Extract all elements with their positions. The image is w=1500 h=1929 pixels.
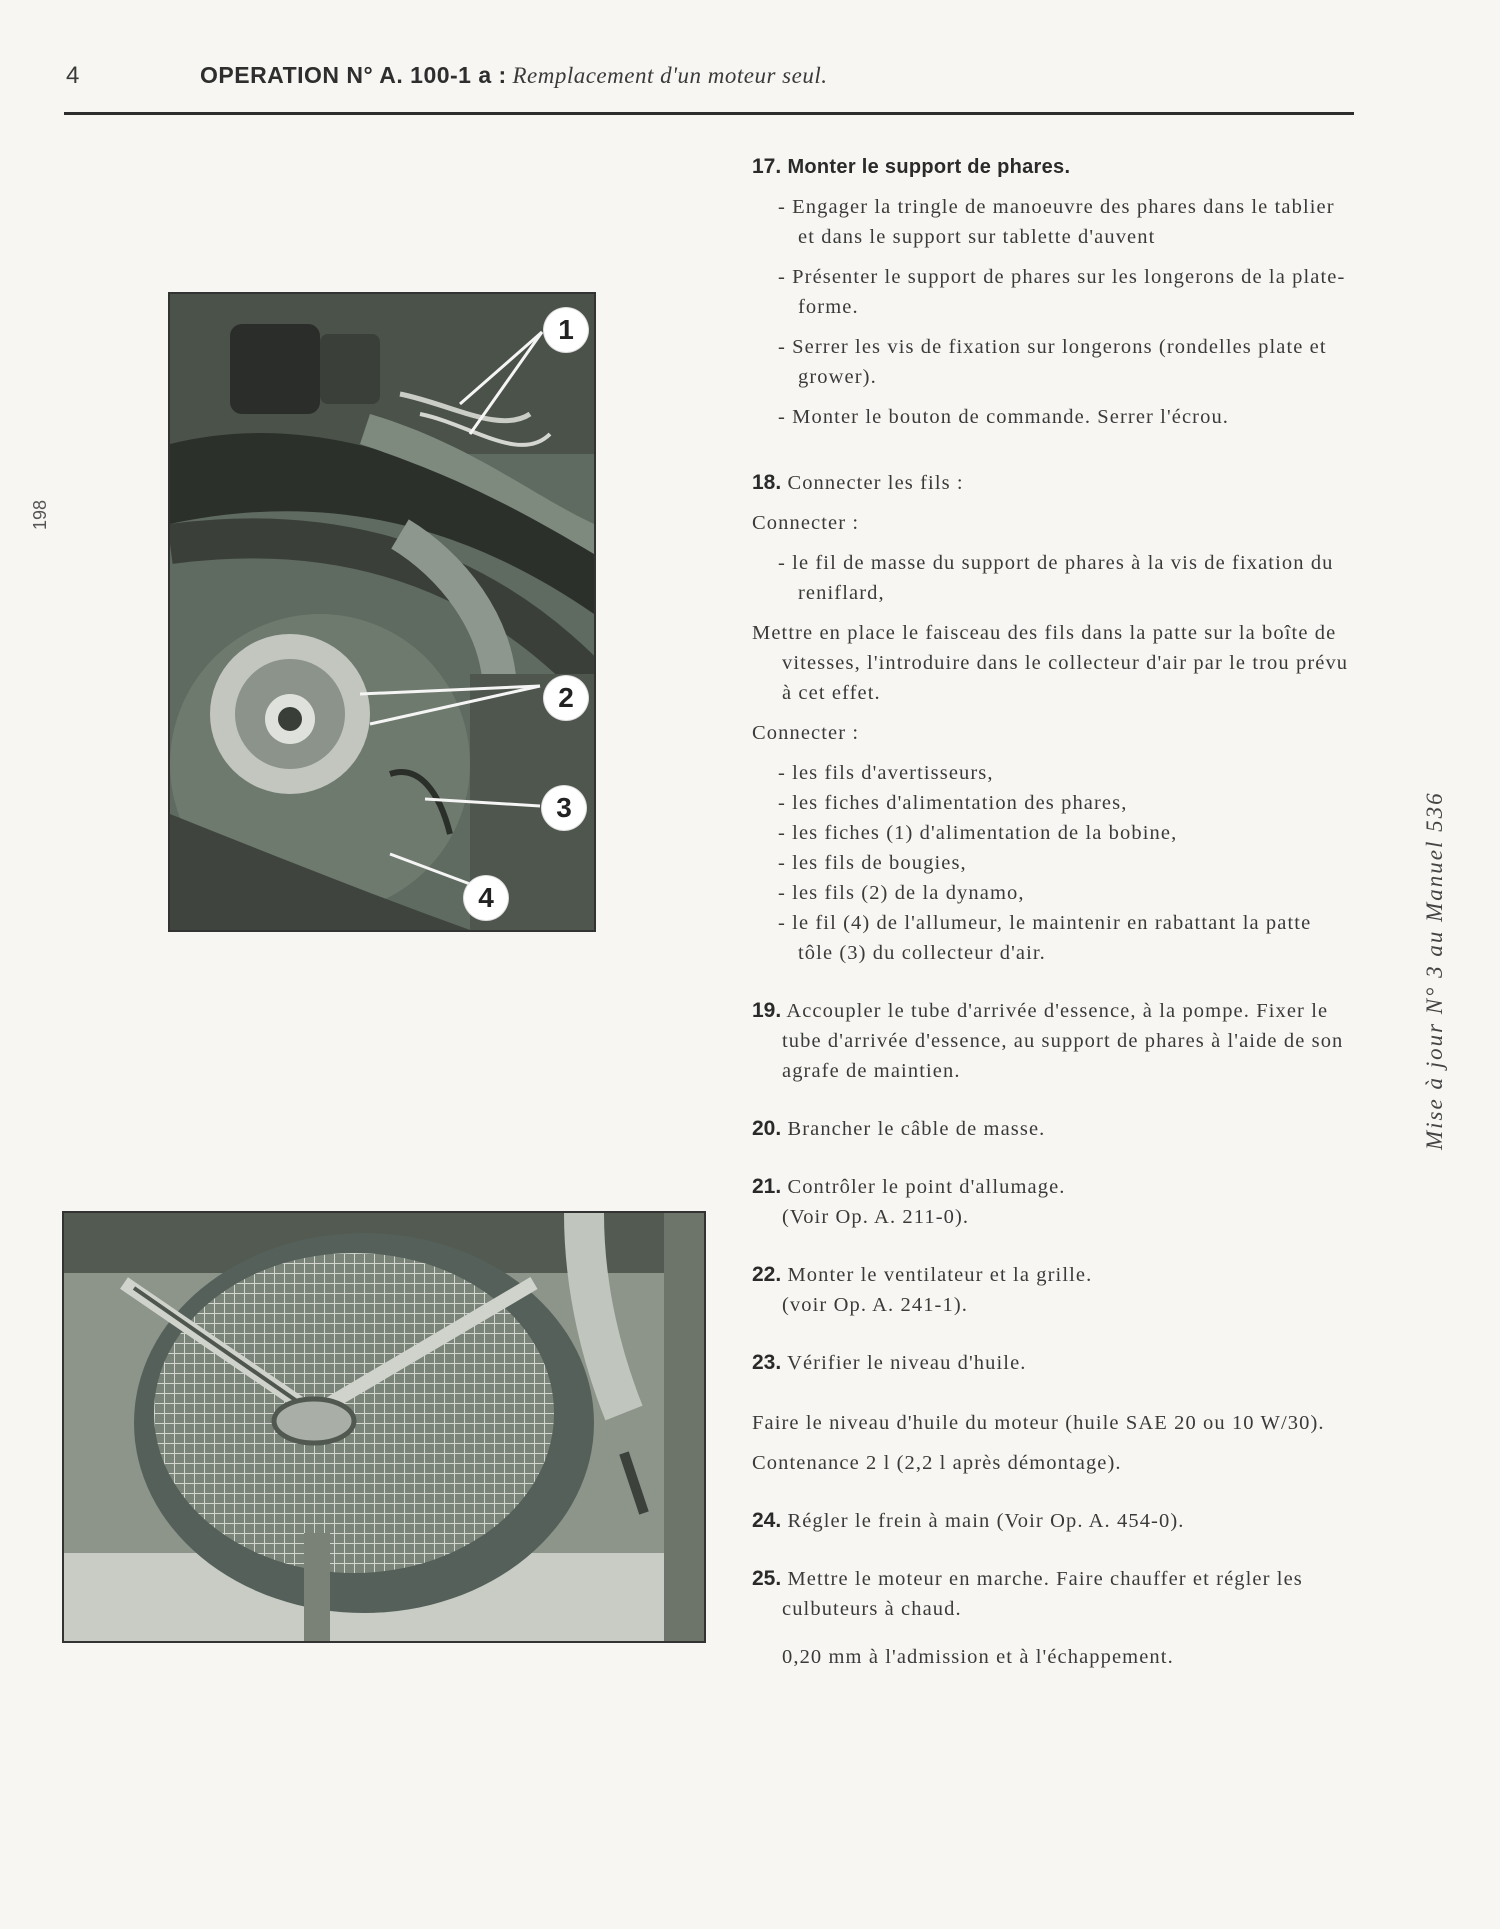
step-25-clearance: 0,20 mm à l'admission et à l'échappement.: [782, 1646, 1174, 1668]
step-18-item-2: - les fiches d'alimentation des phares,: [778, 792, 1128, 814]
step-18-item-3: - les fiches (1) d'alimentation de la bobine,: [778, 822, 1178, 844]
step-20-number: 20.: [752, 1117, 782, 1140]
step-23-capacity: Contenance 2 l (2,2 l après démontage).: [752, 1452, 1122, 1474]
step-18-connect-2: Connecter :: [752, 722, 860, 744]
step-23-oil-level: Faire le niveau d'huile du moteur (huile SAE 20 ou 10 W/30).: [752, 1412, 1325, 1434]
page-number: 4: [66, 62, 80, 89]
instructions-column: [752, 152, 1352, 1672]
step-24: [752, 1506, 1352, 1536]
step-20-text: Brancher le câble de masse.: [787, 1118, 1046, 1140]
operation-code: OPERATION N° A. 100-1 a :: [200, 62, 507, 88]
step-17-item-3: - Serrer les vis de fixation sur longerons (rondelles plate et grower).: [778, 336, 1327, 388]
operation-title: [200, 62, 827, 89]
callout-2: 2: [544, 676, 588, 720]
step-18-title: Connecter les fils :: [787, 472, 964, 494]
step-22: [752, 1260, 1352, 1320]
step-21-ref: (Voir Op. A. 211-0).: [782, 1206, 970, 1228]
step-22-text: Monter le ventilateur et la grille.: [787, 1264, 1093, 1286]
step-21-text: Contrôler le point d'allumage.: [787, 1176, 1066, 1198]
step-18-item-masse: - le fil de masse du support de phares à la vis de fixation du reniflard,: [778, 552, 1334, 604]
step-18-connect-1: Connecter :: [752, 512, 860, 534]
step-22-number: 22.: [752, 1263, 782, 1286]
step-24-number: 24.: [752, 1509, 782, 1532]
step-19: [752, 996, 1352, 1086]
step-18-item-1: - les fils d'avertisseurs,: [778, 762, 994, 784]
engine-wiring-illustration: [170, 294, 594, 930]
step-17-item-4: - Monter le bouton de commande. Serrer l'écrou.: [778, 406, 1230, 428]
step-23-number: 23.: [752, 1351, 782, 1374]
step-19-number: 19.: [752, 999, 782, 1022]
header-rule: [64, 112, 1354, 115]
operation-description: Remplacement d'un moteur seul.: [512, 63, 828, 88]
step-17-item-2: - Présenter le support de phares sur les longerons de la plate-forme.: [778, 266, 1346, 318]
side-page-number: 198: [30, 499, 50, 530]
step-17: [752, 152, 1352, 432]
step-18-item-6: - le fil (4) de l'allumeur, le maintenir en rabattant la patte tôle (3) du collecteur d'air.: [778, 912, 1312, 964]
step-18-item-5: - les fils (2) de la dynamo,: [778, 882, 1025, 904]
fan-grille-illustration: [64, 1213, 704, 1641]
step-25-number: 25.: [752, 1567, 782, 1590]
callout-1: 1: [544, 308, 588, 352]
step-23: [752, 1348, 1352, 1478]
step-21-number: 21.: [752, 1175, 782, 1198]
step-18-faisceau: Mettre en place le faisceau des fils dans la patte sur la boîte de vitesses, l'introduire dans le collecteur d'air par le trou prévu à cet effet.: [752, 622, 1349, 704]
step-23-text: Vérifier le niveau d'huile.: [787, 1352, 1027, 1374]
fan-grille-photo: [62, 1211, 706, 1643]
engine-wiring-photo: [168, 292, 596, 932]
callout-3: 3: [542, 786, 586, 830]
step-18-item-4: - les fils de bougies,: [778, 852, 967, 874]
step-22-ref: (voir Op. A. 241-1).: [782, 1294, 968, 1316]
step-21: [752, 1172, 1352, 1232]
step-25: [752, 1564, 1352, 1672]
step-18-number: 18.: [752, 471, 782, 494]
callout-4: 4: [464, 876, 508, 920]
step-25-text: Mettre le moteur en marche. Faire chauffer et régler les culbuteurs à chaud.: [782, 1568, 1303, 1620]
step-24-text: Régler le frein à main (Voir Op. A. 454-0).: [787, 1510, 1185, 1532]
step-18: [752, 468, 1352, 968]
step-17-title: Monter le support de phares.: [787, 156, 1071, 178]
step-19-text: Accoupler le tube d'arrivée d'essence, à la pompe. Fixer le tube d'arrivée d'essence, au support de phares à l'aide de son agrafe de maintien.: [782, 1000, 1344, 1082]
side-update-note: Mise à jour N° 3 au Manuel 536: [1422, 791, 1447, 1150]
step-17-number: 17.: [752, 155, 782, 178]
step-17-item-1: - Engager la tringle de manoeuvre des phares dans le tablier et dans le support sur tablette d'auvent: [778, 196, 1335, 248]
step-20: [752, 1114, 1352, 1144]
